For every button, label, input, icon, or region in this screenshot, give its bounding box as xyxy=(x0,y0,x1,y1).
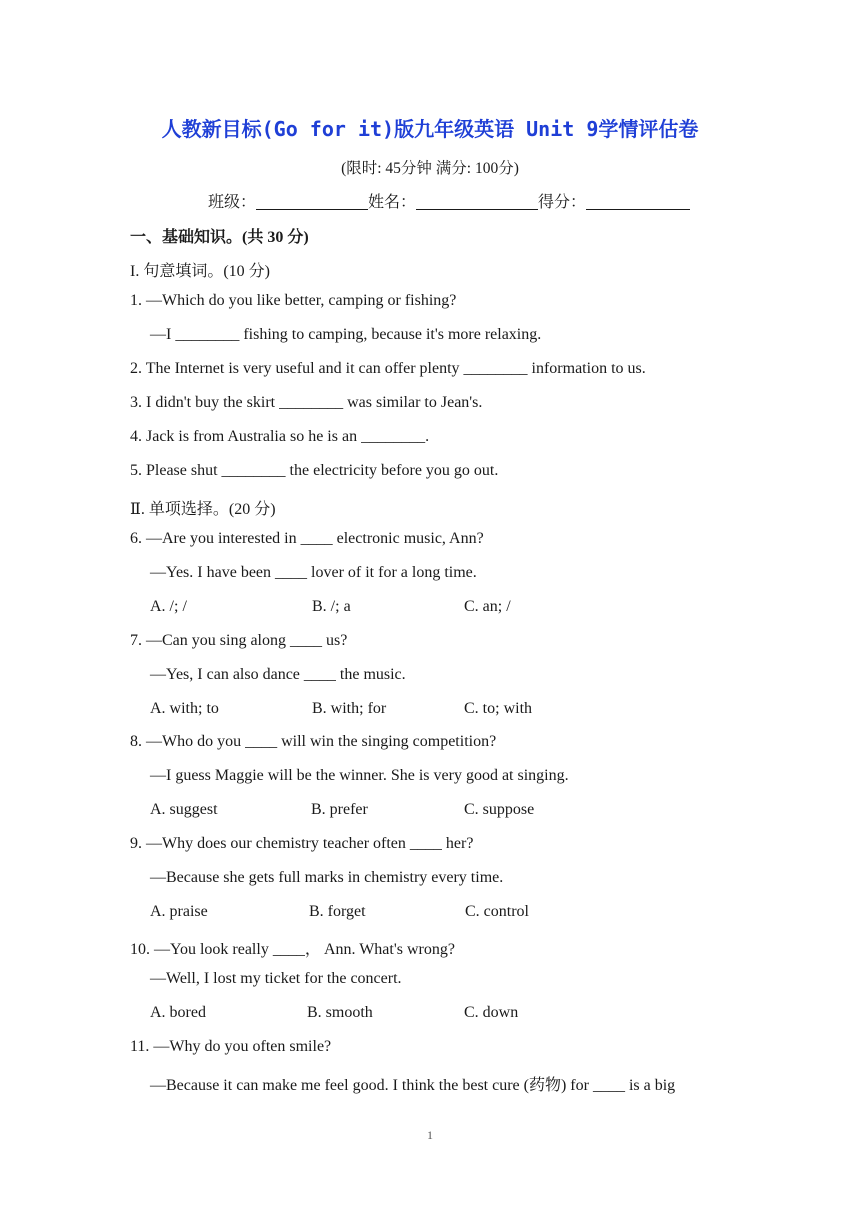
question-response: —I ________ fishing to camping, because it's more relaxing. xyxy=(150,326,542,343)
score-blank[interactable] xyxy=(586,191,690,210)
class-blank[interactable] xyxy=(256,191,368,210)
question-response: —Well, I lost my ticket for the concert. xyxy=(150,970,402,987)
name-label: 姓名： xyxy=(368,194,417,211)
option-a[interactable]: A. praise xyxy=(150,903,208,920)
class-label: 班级： xyxy=(208,194,257,211)
option-c[interactable]: C. suppose xyxy=(464,801,535,818)
part-heading: I. 句意填词。(10 分) xyxy=(130,263,270,280)
option-c[interactable]: C. control xyxy=(465,903,529,920)
exam-title: 人教新目标(Go for it)版九年级英语 Unit 9学情评估卷 xyxy=(161,117,699,141)
option-a[interactable]: A. /; / xyxy=(150,598,187,615)
question-response: —Yes, I can also dance ____ the music. xyxy=(150,666,406,683)
question-stem: 3. I didn't buy the skirt ________ was similar to Jean's. xyxy=(130,394,483,411)
section-heading: 一、基础知识。(共 30 分) xyxy=(130,229,309,246)
question-response: —I guess Maggie will be the winner. She is very good at singing. xyxy=(150,767,569,784)
question-stem: 10. —You look really ____， Ann. What's wrong? xyxy=(130,941,455,958)
option-b[interactable]: B. prefer xyxy=(311,801,368,818)
name-blank[interactable] xyxy=(416,191,538,210)
question-stem: 7. —Can you sing along ____ us? xyxy=(130,632,348,649)
option-a[interactable]: A. bored xyxy=(150,1004,206,1021)
option-c[interactable]: C. down xyxy=(464,1004,519,1021)
option-a[interactable]: A. suggest xyxy=(150,801,218,818)
question-stem: 8. —Who do you ____ will win the singing competition? xyxy=(130,733,497,750)
question-response: —Because it can make me feel good. I think the best cure (药物) for ____ is a big xyxy=(150,1077,676,1094)
option-b[interactable]: B. smooth xyxy=(307,1004,373,1021)
question-response: —Because she gets full marks in chemistry every time. xyxy=(150,869,504,886)
score-label: 得分： xyxy=(538,194,587,211)
option-c[interactable]: C. to; with xyxy=(464,700,533,717)
option-b[interactable]: B. /; a xyxy=(312,598,351,615)
question-stem: 6. —Are you interested in ____ electronic music, Ann? xyxy=(130,530,484,547)
part-heading: Ⅱ. 单项选择。(20 分) xyxy=(130,501,276,518)
question-stem: 9. —Why does our chemistry teacher often ____ her? xyxy=(130,835,474,852)
option-a[interactable]: A. with; to xyxy=(150,700,219,717)
question-stem: 5. Please shut ________ the electricity before you go out. xyxy=(130,462,499,479)
option-c[interactable]: C. an; / xyxy=(464,598,511,615)
option-b[interactable]: B. with; for xyxy=(312,700,387,717)
question-stem: 4. Jack is from Australia so he is an ________. xyxy=(130,428,430,445)
question-stem: 2. The Internet is very useful and it can offer plenty ________ information to us. xyxy=(130,360,646,377)
question-response: —Yes. I have been ____ lover of it for a long time. xyxy=(150,564,477,581)
exam-subtitle: (限时: 45分钟 满分: 100分) xyxy=(341,160,519,177)
page-number: 1 xyxy=(427,1128,433,1142)
question-stem: 1. —Which do you like better, camping or fishing? xyxy=(130,292,457,309)
question-stem: 11. —Why do you often smile? xyxy=(130,1038,332,1055)
option-b[interactable]: B. forget xyxy=(309,903,366,920)
student-info-row xyxy=(208,189,690,212)
